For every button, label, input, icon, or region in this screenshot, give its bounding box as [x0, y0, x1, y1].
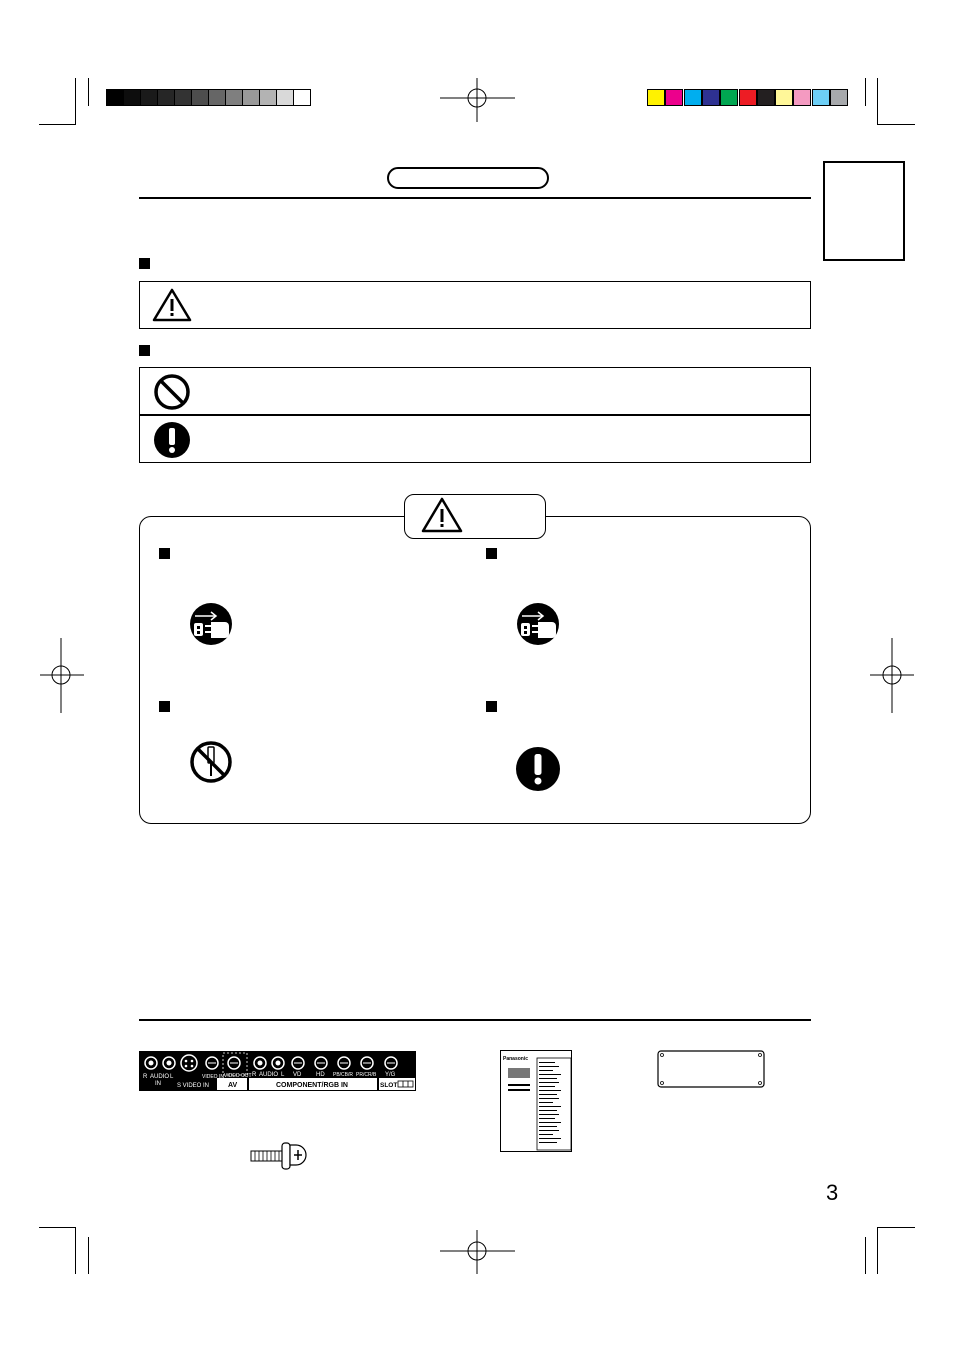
terminal-label-in: IN	[155, 1081, 161, 1087]
registration-target-bottom	[440, 1230, 515, 1274]
registration-target-right	[870, 638, 914, 713]
legend-divider	[139, 414, 811, 416]
mandatory-exclamation-icon	[515, 746, 561, 792]
registration-target-left	[40, 638, 84, 713]
terminal-label-pb: PB/CB/R	[333, 1072, 354, 1078]
warning-legend-box	[139, 281, 811, 329]
grayscale-swatch	[123, 89, 141, 106]
color-swatch	[775, 89, 793, 106]
warning-panel	[139, 516, 811, 824]
unplug-icon	[516, 602, 560, 646]
color-swatch	[739, 89, 757, 106]
bullet-square	[486, 701, 497, 712]
color-swatch	[647, 89, 665, 106]
terminal-label-video-out: VIDEO OUT	[224, 1073, 252, 1079]
grayscale-swatch	[276, 89, 294, 106]
registration-target-top	[440, 78, 515, 122]
name-plate-illustration	[657, 1050, 765, 1088]
grayscale-swatch	[293, 89, 311, 106]
manual-brand: Panasonic	[503, 1056, 529, 1062]
color-swatch	[665, 89, 683, 106]
grayscale-swatch	[225, 89, 243, 106]
accessories-rule	[139, 1019, 811, 1021]
grayscale-swatch	[174, 89, 192, 106]
terminal-label-y: Y/G	[385, 1072, 396, 1078]
grayscale-swatch	[208, 89, 226, 106]
terminal-label-audio-l: L	[170, 1074, 174, 1080]
warning-triangle-icon	[421, 496, 463, 534]
terminal-label-audio-r: R	[143, 1074, 148, 1080]
color-swatch	[702, 89, 720, 106]
bullet-square	[159, 701, 170, 712]
grayscale-swatch	[140, 89, 158, 106]
grayscale-swatch	[106, 89, 124, 106]
grayscale-swatch	[157, 89, 175, 106]
mandatory-exclamation-icon	[153, 421, 191, 459]
operating-manual-illustration	[500, 1050, 572, 1152]
color-swatch	[812, 89, 830, 106]
color-swatch	[684, 89, 702, 106]
bullet-square	[159, 548, 170, 559]
grayscale-swatch	[259, 89, 277, 106]
language-tab	[823, 161, 905, 261]
unplug-icon	[189, 602, 233, 646]
color-swatch	[720, 89, 738, 106]
terminal-label-video-in: VIDEO IN	[202, 1074, 224, 1080]
terminal-label-comp-audio-r: R	[252, 1072, 257, 1078]
terminal-label-comp-audio: AUDIO	[259, 1072, 279, 1078]
color-swatch	[830, 89, 848, 106]
color-swatch	[757, 89, 775, 106]
bullet-square	[139, 345, 150, 356]
color-swatch	[793, 89, 811, 106]
warning-triangle-icon	[152, 287, 192, 323]
terminal-label-comp-audio-l: L	[281, 1072, 285, 1078]
header-rule	[139, 197, 811, 199]
terminal-label-audio: AUDIO	[150, 1074, 170, 1080]
terminal-label-pr: PR/CR/B	[356, 1072, 377, 1078]
terminal-label-s-video: S VIDEO IN	[177, 1083, 210, 1089]
bullet-square	[139, 258, 150, 269]
no-disassembly-icon	[189, 740, 233, 784]
grayscale-swatch	[191, 89, 209, 106]
grayscale-swatch	[242, 89, 260, 106]
page-number: 3	[826, 1180, 839, 1205]
prohibition-icon	[153, 373, 191, 411]
terminal-board-illustration	[139, 1051, 416, 1091]
bullet-square	[486, 548, 497, 559]
screw-icon	[250, 1137, 308, 1171]
terminal-label-av: AV	[228, 1082, 238, 1089]
terminal-label-vd: VD	[293, 1072, 302, 1078]
terminal-label-hd: HD	[316, 1072, 325, 1078]
terminal-label-component: COMPONENT/RGB IN	[276, 1082, 348, 1089]
section-title-box	[387, 167, 549, 189]
terminal-label-slot: SLOT	[380, 1082, 398, 1089]
